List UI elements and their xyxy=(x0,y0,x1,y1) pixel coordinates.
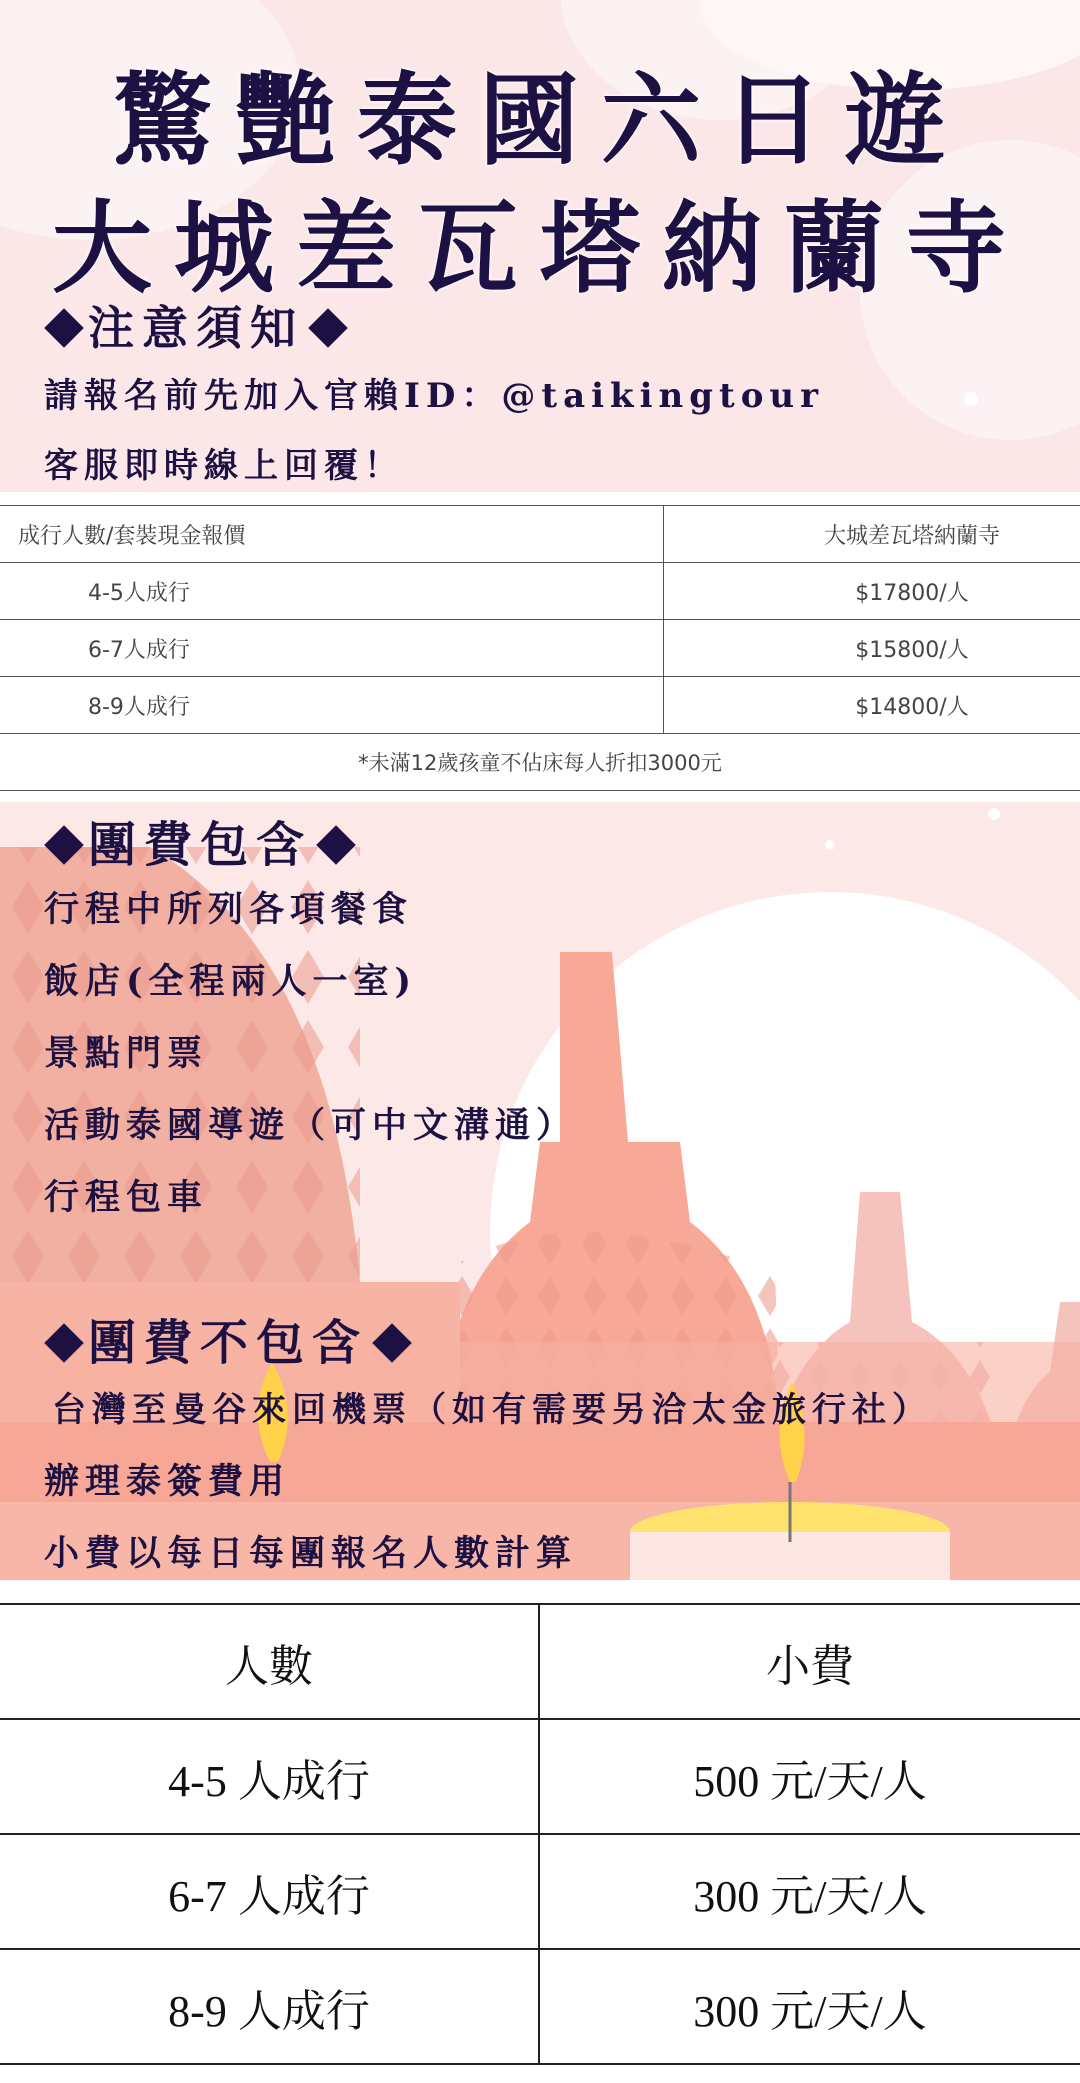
diamond-icon xyxy=(308,308,348,348)
notice-line-support: 客服即時線上回覆！ xyxy=(44,446,404,486)
excludes-heading-text: 團費不包含 xyxy=(88,1315,369,1371)
includes-item: 行程中所列各項餐食 xyxy=(44,889,414,930)
header-banner xyxy=(0,0,1080,492)
header-cell-tour-name: 大城差瓦塔納蘭寺 xyxy=(664,506,1080,563)
table-row xyxy=(0,620,1080,677)
includes-item: 飯店(全程兩人一室) xyxy=(44,961,418,1002)
cell-price: $14800/人 xyxy=(664,677,1080,734)
table-row xyxy=(0,1719,1080,1834)
cell-group-size: 4-5人成行 xyxy=(0,563,664,620)
cell-price: $17800/人 xyxy=(664,563,1080,620)
includes-item: 行程包車 xyxy=(44,1177,209,1218)
diamond-icon xyxy=(44,1323,84,1363)
excludes-item: 辦理泰簽費用 xyxy=(44,1461,291,1502)
diamond-icon xyxy=(44,308,84,348)
notice-heading-text: 注意須知 xyxy=(88,301,304,355)
cell-group-size: 6-7人成行 xyxy=(0,620,664,677)
decorative-dot xyxy=(964,392,978,406)
diamond-icon xyxy=(44,825,84,865)
page-title-line1: 驚艷泰國六日遊 xyxy=(113,62,967,179)
cell-group-size: 6-7 人成行 xyxy=(0,1834,539,1949)
table-row xyxy=(0,677,1080,734)
child-discount-note: *未滿12歲孩童不佔床每人折扣3000元 xyxy=(0,734,1080,791)
includes-heading-text: 團費包含 xyxy=(88,817,313,873)
diamond-icon xyxy=(316,825,356,865)
cell-tip-amount: 300 元/天/人 xyxy=(539,1949,1080,2064)
includes-item: 活動泰國導遊（可中文溝通） xyxy=(44,1105,578,1146)
includes-heading xyxy=(40,806,360,875)
table-row xyxy=(0,563,1080,620)
price-table xyxy=(0,505,1080,791)
cell-price: $15800/人 xyxy=(664,620,1080,677)
table-header-row xyxy=(0,1604,1080,1719)
includes-item: 景點門票 xyxy=(44,1033,209,1074)
table-note-row xyxy=(0,734,1080,791)
cell-tip-amount: 300 元/天/人 xyxy=(539,1834,1080,1949)
page-title-line2: 大城差瓦塔納蘭寺 xyxy=(52,190,1028,307)
excludes-heading xyxy=(40,1304,416,1373)
cell-tip-amount: 500 元/天/人 xyxy=(539,1719,1080,1834)
notice-heading xyxy=(40,292,352,358)
tip-table xyxy=(0,1603,1080,2065)
cell-group-size: 8-9人成行 xyxy=(0,677,664,734)
header-cell-people: 人數 xyxy=(0,1604,539,1719)
fee-info-section xyxy=(0,802,1080,1580)
header-cell-group-size: 成行人數/套裝現金報價 xyxy=(0,506,664,563)
diamond-icon xyxy=(372,1323,412,1363)
table-row xyxy=(0,1834,1080,1949)
cell-group-size: 8-9 人成行 xyxy=(0,1949,539,2064)
cell-group-size: 4-5 人成行 xyxy=(0,1719,539,1834)
excludes-item: 小費以每日每團報名人數計算 xyxy=(44,1533,578,1574)
notice-line-official-id: 請報名前先加入官賴ID：@taikingtour xyxy=(44,376,825,416)
table-header-row xyxy=(0,506,1080,563)
table-row xyxy=(0,1949,1080,2064)
excludes-item: 台灣至曼谷來回機票（如有需要另洽太金旅行社） xyxy=(52,1390,932,1430)
header-cell-tip: 小費 xyxy=(539,1604,1080,1719)
